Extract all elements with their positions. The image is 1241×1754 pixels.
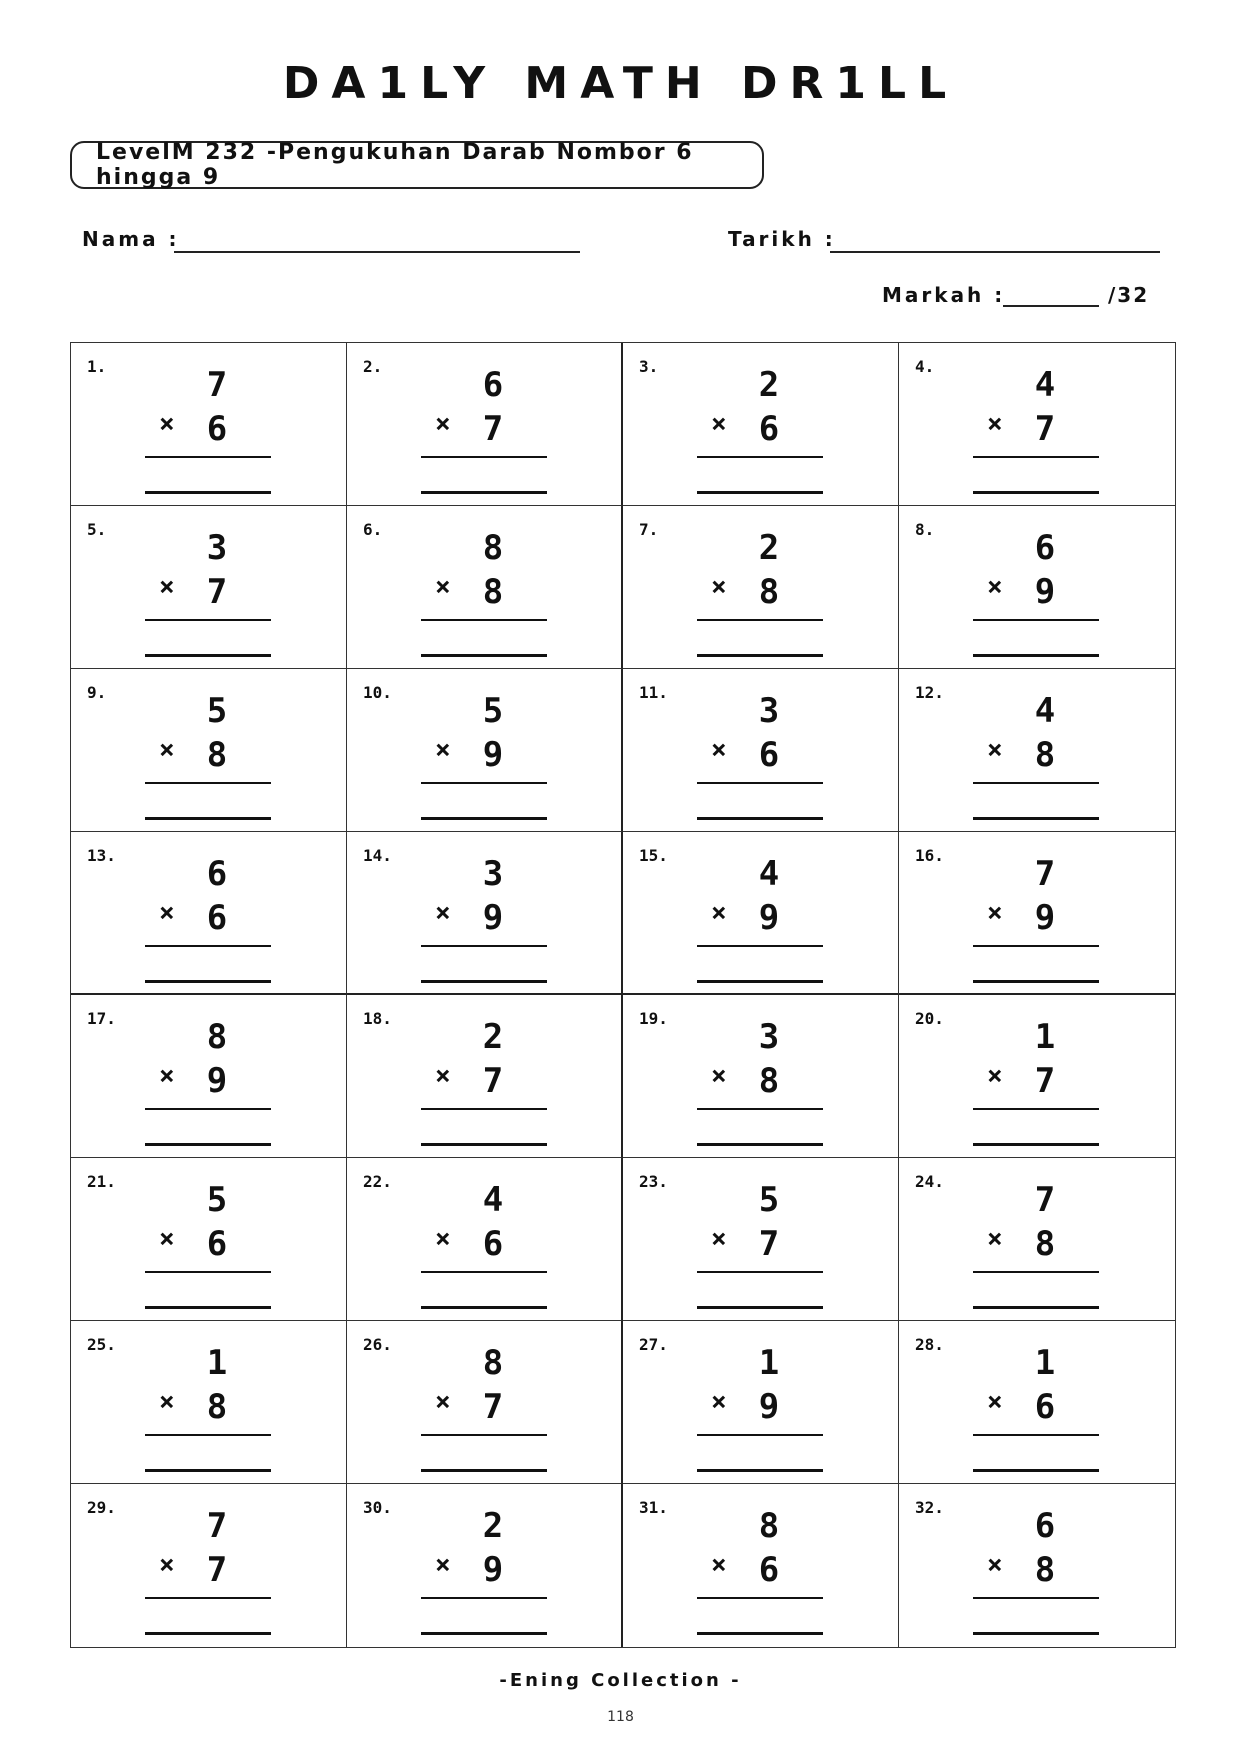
operation-rule: [973, 945, 1099, 947]
operation-rule: [973, 782, 1099, 784]
multiplicand: 3: [482, 854, 504, 894]
collection-credit: -Ening Collection -: [499, 1670, 742, 1691]
answer-line[interactable]: [697, 1469, 823, 1472]
problem-cell: [623, 506, 899, 669]
multiplicand: 6: [1034, 1506, 1056, 1546]
problem-cell: [899, 832, 1175, 995]
multiplier: 9: [482, 898, 504, 938]
multiplicand: 8: [758, 1506, 780, 1546]
multiplier: 7: [482, 409, 504, 449]
multiplicand: 4: [758, 854, 780, 894]
operation-rule: [145, 456, 271, 458]
multiplier: 7: [1034, 409, 1056, 449]
problem-cell: [71, 832, 347, 995]
multiplier: 7: [1034, 1061, 1056, 1101]
operation-rule: [973, 1271, 1099, 1273]
problem-number: 16.: [915, 846, 944, 865]
multiplicand: 6: [1034, 528, 1056, 568]
problem-number: 8.: [915, 520, 935, 539]
times-sign: ×: [159, 1550, 175, 1580]
problem-number: 15.: [639, 846, 668, 865]
answer-line[interactable]: [697, 1306, 823, 1309]
name-label: Nama :: [82, 227, 180, 251]
name-field[interactable]: [174, 251, 580, 253]
answer-line[interactable]: [697, 1143, 823, 1146]
operation-rule: [697, 1108, 823, 1110]
multiplier: 7: [482, 1387, 504, 1427]
problem-cell: [347, 995, 623, 1158]
operation-rule: [145, 1434, 271, 1436]
multiplicand: 2: [758, 528, 780, 568]
answer-line[interactable]: [421, 491, 547, 494]
multiplier: 6: [206, 898, 228, 938]
operation-rule: [973, 456, 1099, 458]
times-sign: ×: [987, 572, 1003, 602]
problem-cell: [71, 995, 347, 1158]
multiplicand: 8: [482, 1343, 504, 1383]
problem-number: 22.: [363, 1172, 392, 1191]
score-total: /32: [1108, 283, 1150, 307]
operation-rule: [697, 782, 823, 784]
page-title: DA1LY MATH DR1LL: [282, 58, 959, 109]
operation-rule: [973, 1108, 1099, 1110]
problem-cell: [623, 1158, 899, 1321]
multiplicand: 7: [206, 365, 228, 405]
multiplier: 8: [206, 735, 228, 775]
answer-line[interactable]: [145, 1143, 271, 1146]
times-sign: ×: [435, 409, 451, 439]
problem-number: 19.: [639, 1009, 668, 1028]
problem-cell: [899, 343, 1175, 506]
multiplicand: 5: [206, 1180, 228, 1220]
multiplier: 9: [758, 898, 780, 938]
problem-cell: [899, 1484, 1175, 1647]
problem-number: 18.: [363, 1009, 392, 1028]
date-field[interactable]: [830, 251, 1160, 253]
operation-rule: [421, 1597, 547, 1599]
multiplier: 6: [758, 735, 780, 775]
multiplier: 6: [206, 409, 228, 449]
times-sign: ×: [987, 898, 1003, 928]
multiplicand: 2: [758, 365, 780, 405]
times-sign: ×: [159, 409, 175, 439]
problem-number: 1.: [87, 357, 107, 376]
problem-number: 12.: [915, 683, 944, 702]
answer-line[interactable]: [973, 1469, 1099, 1472]
multiplier: 6: [482, 1224, 504, 1264]
problem-number: 3.: [639, 357, 659, 376]
operation-rule: [145, 1108, 271, 1110]
times-sign: ×: [435, 1550, 451, 1580]
multiplier: 9: [758, 1387, 780, 1427]
multiplier: 9: [1034, 898, 1056, 938]
problem-cell: [899, 506, 1175, 669]
answer-line[interactable]: [973, 1143, 1099, 1146]
operation-rule: [697, 1597, 823, 1599]
times-sign: ×: [987, 409, 1003, 439]
problem-cell: [347, 1158, 623, 1321]
multiplicand: 3: [758, 1017, 780, 1057]
answer-line[interactable]: [697, 491, 823, 494]
multiplicand: 6: [482, 365, 504, 405]
problem-number: 14.: [363, 846, 392, 865]
score-field[interactable]: [1003, 305, 1099, 307]
problem-cell: [899, 1321, 1175, 1484]
times-sign: ×: [711, 1550, 727, 1580]
multiplier: 9: [482, 735, 504, 775]
multiplicand: 1: [1034, 1017, 1056, 1057]
multiplicand: 7: [1034, 854, 1056, 894]
problem-grid: [70, 342, 1176, 1648]
answer-line[interactable]: [697, 817, 823, 820]
problem-number: 30.: [363, 1498, 392, 1517]
multiplier: 8: [206, 1387, 228, 1427]
multiplicand: 2: [482, 1017, 504, 1057]
problem-cell: [71, 343, 347, 506]
answer-line[interactable]: [697, 654, 823, 657]
problem-number: 2.: [363, 357, 383, 376]
multiplicand: 4: [1034, 365, 1056, 405]
times-sign: ×: [435, 572, 451, 602]
multiplicand: 1: [206, 1343, 228, 1383]
problem-number: 25.: [87, 1335, 116, 1354]
problem-number: 27.: [639, 1335, 668, 1354]
multiplicand: 8: [206, 1017, 228, 1057]
answer-line[interactable]: [145, 1306, 271, 1309]
operation-rule: [145, 1271, 271, 1273]
answer-line[interactable]: [697, 1632, 823, 1635]
times-sign: ×: [159, 898, 175, 928]
problem-cell: [71, 669, 347, 832]
answer-line[interactable]: [421, 980, 547, 983]
multiplier: 7: [758, 1224, 780, 1264]
multiplier: 6: [758, 409, 780, 449]
answer-line[interactable]: [145, 491, 271, 494]
times-sign: ×: [435, 1061, 451, 1091]
problem-cell: [347, 1321, 623, 1484]
problem-cell: [71, 1158, 347, 1321]
operation-rule: [421, 1108, 547, 1110]
answer-line[interactable]: [145, 1469, 271, 1472]
operation-rule: [421, 782, 547, 784]
level-banner: [70, 141, 764, 189]
multiplicand: 7: [206, 1506, 228, 1546]
multiplier: 8: [1034, 1224, 1056, 1264]
problem-number: 21.: [87, 1172, 116, 1191]
multiplicand: 6: [206, 854, 228, 894]
multiplier: 6: [758, 1550, 780, 1590]
problem-cell: [71, 506, 347, 669]
problem-cell: [347, 343, 623, 506]
problem-number: 11.: [639, 683, 668, 702]
problem-cell: [899, 669, 1175, 832]
operation-rule: [973, 1597, 1099, 1599]
times-sign: ×: [711, 735, 727, 765]
level-label: LevelM 232 -Pengukuhan Darab Nombor 6 hingga 9: [96, 140, 694, 190]
multiplicand: 2: [482, 1506, 504, 1546]
operation-rule: [421, 456, 547, 458]
multiplier: 6: [1034, 1387, 1056, 1427]
answer-line[interactable]: [973, 1306, 1099, 1309]
score-label: Markah :: [882, 283, 1006, 307]
answer-line[interactable]: [973, 817, 1099, 820]
operation-rule: [697, 456, 823, 458]
multiplicand: 7: [1034, 1180, 1056, 1220]
problem-cell: [347, 506, 623, 669]
problem-number: 29.: [87, 1498, 116, 1517]
problem-number: 4.: [915, 357, 935, 376]
times-sign: ×: [987, 1061, 1003, 1091]
problem-number: 9.: [87, 683, 107, 702]
operation-rule: [697, 619, 823, 621]
problem-number: 31.: [639, 1498, 668, 1517]
problem-cell: [71, 1484, 347, 1647]
multiplier: 8: [1034, 1550, 1056, 1590]
answer-line[interactable]: [421, 817, 547, 820]
multiplicand: 5: [482, 691, 504, 731]
problem-number: 24.: [915, 1172, 944, 1191]
multiplicand: 1: [758, 1343, 780, 1383]
multiplier: 7: [206, 1550, 228, 1590]
problem-cell: [347, 832, 623, 995]
problem-cell: [347, 1484, 623, 1647]
multiplicand: 4: [482, 1180, 504, 1220]
problem-cell: [899, 995, 1175, 1158]
multiplicand: 4: [1034, 691, 1056, 731]
problem-number: 28.: [915, 1335, 944, 1354]
multiplicand: 8: [482, 528, 504, 568]
problem-cell: [623, 995, 899, 1158]
operation-rule: [145, 619, 271, 621]
operation-rule: [145, 1597, 271, 1599]
times-sign: ×: [711, 1224, 727, 1254]
problem-cell: [623, 1484, 899, 1647]
problem-cell: [623, 1321, 899, 1484]
multiplicand: 3: [758, 691, 780, 731]
answer-line[interactable]: [973, 654, 1099, 657]
problem-number: 10.: [363, 683, 392, 702]
multiplicand: 3: [206, 528, 228, 568]
operation-rule: [421, 945, 547, 947]
answer-line[interactable]: [973, 491, 1099, 494]
multiplier: 8: [1034, 735, 1056, 775]
times-sign: ×: [159, 1387, 175, 1417]
answer-line[interactable]: [697, 980, 823, 983]
problem-number: 5.: [87, 520, 107, 539]
times-sign: ×: [711, 409, 727, 439]
answer-line[interactable]: [421, 1632, 547, 1635]
operation-rule: [973, 619, 1099, 621]
times-sign: ×: [987, 1550, 1003, 1580]
answer-line[interactable]: [973, 980, 1099, 983]
answer-line[interactable]: [145, 654, 271, 657]
operation-rule: [145, 945, 271, 947]
answer-line[interactable]: [973, 1632, 1099, 1635]
times-sign: ×: [435, 735, 451, 765]
times-sign: ×: [987, 1387, 1003, 1417]
multiplier: 9: [482, 1550, 504, 1590]
answer-line[interactable]: [145, 980, 271, 983]
multiplier: 9: [1034, 572, 1056, 612]
problem-cell: [899, 1158, 1175, 1321]
multiplicand: 5: [758, 1180, 780, 1220]
multiplier: 8: [482, 572, 504, 612]
times-sign: ×: [435, 1387, 451, 1417]
problem-number: 7.: [639, 520, 659, 539]
multiplier: 7: [206, 572, 228, 612]
times-sign: ×: [159, 1224, 175, 1254]
answer-line[interactable]: [421, 1306, 547, 1309]
times-sign: ×: [159, 1061, 175, 1091]
multiplicand: 1: [1034, 1343, 1056, 1383]
times-sign: ×: [711, 572, 727, 602]
operation-rule: [421, 619, 547, 621]
multiplier: 8: [758, 572, 780, 612]
date-label: Tarikh :: [728, 227, 836, 251]
problem-number: 13.: [87, 846, 116, 865]
problem-number: 6.: [363, 520, 383, 539]
multiplier: 6: [206, 1224, 228, 1264]
multiplier: 7: [482, 1061, 504, 1101]
multiplier: 9: [206, 1061, 228, 1101]
operation-rule: [973, 1434, 1099, 1436]
operation-rule: [697, 1271, 823, 1273]
operation-rule: [697, 945, 823, 947]
answer-line[interactable]: [145, 817, 271, 820]
problem-number: 32.: [915, 1498, 944, 1517]
problem-number: 23.: [639, 1172, 668, 1191]
multiplier: 8: [758, 1061, 780, 1101]
multiplicand: 5: [206, 691, 228, 731]
answer-line[interactable]: [421, 654, 547, 657]
times-sign: ×: [435, 1224, 451, 1254]
times-sign: ×: [435, 898, 451, 928]
operation-rule: [421, 1271, 547, 1273]
times-sign: ×: [711, 898, 727, 928]
times-sign: ×: [159, 735, 175, 765]
answer-line[interactable]: [421, 1143, 547, 1146]
operation-rule: [697, 1434, 823, 1436]
problem-number: 26.: [363, 1335, 392, 1354]
problem-cell: [71, 1321, 347, 1484]
problem-cell: [623, 832, 899, 995]
page-number: 118: [607, 1709, 634, 1725]
problem-number: 20.: [915, 1009, 944, 1028]
operation-rule: [421, 1434, 547, 1436]
times-sign: ×: [711, 1387, 727, 1417]
times-sign: ×: [711, 1061, 727, 1091]
operation-rule: [145, 782, 271, 784]
answer-line[interactable]: [145, 1632, 271, 1635]
problem-cell: [623, 343, 899, 506]
answer-line[interactable]: [421, 1469, 547, 1472]
problem-cell: [623, 669, 899, 832]
times-sign: ×: [987, 735, 1003, 765]
problem-cell: [347, 669, 623, 832]
times-sign: ×: [987, 1224, 1003, 1254]
problem-number: 17.: [87, 1009, 116, 1028]
times-sign: ×: [159, 572, 175, 602]
